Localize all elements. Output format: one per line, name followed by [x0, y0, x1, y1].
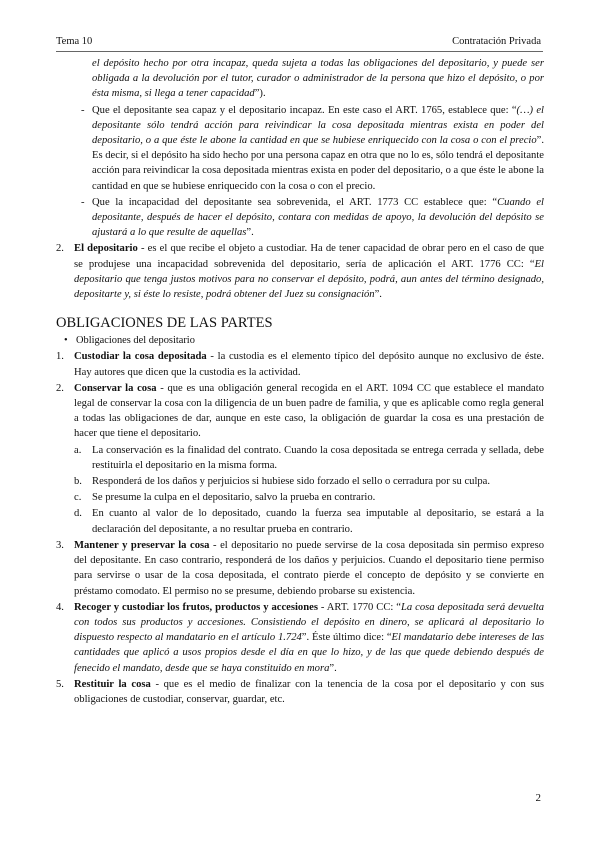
dash-text: Que el depositante sea capaz y el depositario incapaz. En este caso el ART. 1765, establece que: “	[92, 104, 517, 116]
item-quote: La cosa depositada será devuelta con todos sus productos y accesiones. Consistiendo el depósito en dinero, se aplicará al depositario lo dispuesto respecto al mandatario en el artículo 1.724	[74, 601, 545, 644]
page-number: 2	[535, 792, 541, 804]
item-number: 5.	[56, 678, 64, 690]
item-number: 4.	[56, 601, 64, 613]
sub-list-item	[56, 474, 544, 489]
sub-item-text: La conservación es la finalidad del contrato. Cuando la cosa depositada se entrega cerrada y sellada, debe restituirla el depositario en la misma forma.	[92, 444, 544, 471]
header-right: Contratación Privada	[452, 36, 541, 47]
item-text-tail: ”.	[329, 662, 337, 674]
dash-quote: (…) el depositante sólo tendrá acción para reivindicar la cosa depositada mientras exista en poder del depositario, o a que éste le abone la cantidad en que se hubiese enriquecido con la cosa o con el precio	[92, 104, 544, 147]
list-item	[56, 538, 544, 599]
dash-item	[56, 103, 544, 194]
dash-text-tail: ”.	[246, 227, 254, 239]
sub-item-marker: b.	[74, 476, 82, 488]
item-heading: Custodiar la cosa depositada	[74, 351, 207, 363]
item-text: ”. Éste último dice: “	[301, 632, 392, 644]
dash-text: Que la incapacidad del depositante sea sobrevenida, el ART. 1773 CC establece que: “	[92, 196, 498, 208]
item-text: - el depositario no puede servirse de la cosa depositada sin permiso expreso del depositante. En caso contrario, responderá de los daños y perjuicios. Cuando el depositario tiene permiso para servirse o usar de la cosa depositada, el contrato pierde el concepto de depósito y se convierte en préstamo comodato. El permiso no se presume, debiendo probarse su existencia.	[74, 539, 544, 597]
sub-item-text: Responderá de los daños y perjuicios si hubiese sido forzado el sello o cerradura por su culpa.	[92, 476, 491, 488]
sub-list-item	[56, 490, 544, 505]
item-heading: Conservar la cosa	[74, 382, 157, 394]
item-text: - es el que recibe el objeto a custodiar. Ha de tener capacidad de obrar pero en el caso de que se produjese una incapacidad sobrevenida del depositario, sería de aplicación el ART. 1776 CC: “	[74, 243, 544, 270]
item-number: 1.	[56, 351, 64, 363]
sub-list-item	[56, 443, 544, 473]
dash-text-tail: ”. Es decir, si el depósito ha sido hecho por una persona capaz en otra que no lo es, sólo tendrá el depositante acción para reivindicar la cosa depositada mientras exista en poder del depositario, o a que éste le abone la cantidad en que se hubiese enriquecido con la cosa o con el precio.	[92, 135, 544, 192]
document-body	[56, 56, 544, 707]
sub-item-marker: a.	[74, 444, 82, 456]
list-item	[56, 349, 544, 379]
sub-item-text: En cuanto al valor de lo depositado, cuando la fuerza sea imputable al depositario, se estará a la declaración del depositante, a no resultar prueba en contrario.	[92, 508, 544, 535]
dash-marker: -	[81, 104, 85, 116]
item-heading: Mantener y preservar la cosa	[74, 539, 210, 551]
item-heading: Restituir la cosa	[74, 678, 151, 690]
dash-item	[56, 195, 544, 241]
bullet-text: Obligaciones del depositario	[76, 335, 195, 347]
bullet-item	[56, 333, 544, 348]
list-item	[56, 381, 544, 442]
item-text: - la custodia es el elemento típico del depósito aunque no exclusivo de éste. Hay autores que dicen que la custodia es la actividad.	[74, 351, 544, 378]
item-number: 2.	[56, 243, 64, 255]
item-quote: El depositario que tenga justos motivos para no conservar el depósito, podrá, aun antes del término designado, depositarte y, si éste lo resiste, podrá obtener del Juez su consignación	[74, 258, 544, 301]
sub-item-marker: c.	[74, 492, 82, 504]
list-item	[56, 677, 544, 707]
item-text-tail: ”.	[374, 289, 382, 301]
item-heading: El depositario	[74, 243, 138, 255]
item-text: - que es el medio de finalizar con la tenencia de la cosa por el depositario y con sus obligaciones de custodiar, conservar, guardar, etc.	[74, 678, 544, 705]
continuation-tail: ”).	[254, 88, 266, 100]
item-number: 3.	[56, 539, 64, 551]
item-quote: El mandatario debe intereses de las cantidades que aplicó a usos propios desde el día en que lo hizo, y de las que quede debiendo después de fenecido el mandato, desde que se haya constituido en mora	[74, 632, 544, 674]
bullet-marker: •	[64, 335, 68, 347]
list-item-depositario	[56, 241, 544, 302]
header-left: Tema 10	[56, 36, 93, 47]
header-rule	[56, 51, 543, 52]
dash-marker: -	[81, 196, 85, 208]
dash-quote: Cuando el depositante, después de hacer el depósito, contara con medidas de apoyo, la devolución del depósito se ajustará a lo que resulte de aquellas	[92, 196, 544, 239]
item-text: - que es una obligación general recogida en el ART. 1094 CC que establece el mandato legal de conservar la cosa con la diligencia de un buen padre de familia, y que es aplicable como regla general a todas las obligaciones de dar, aunque en este caso, la obligación de guardar la cosa es una prestación de hacer que tiene el depositario.	[74, 382, 544, 440]
section-title: OBLIGACIONES DE LAS PARTES	[56, 315, 273, 332]
continuation-quote: el depósito hecho por otra incapaz, queda sujeta a todas las obligaciones del depositario, y puede ser obligada a la devolución por el tutor, curador o administrador de la persona que hizo el depósito, o por ésta misma, si llega a tener capacidad	[92, 58, 544, 100]
sub-item-text: Se presume la culpa en el depositario, salvo la prueba en contrario.	[92, 492, 376, 504]
sub-list-item	[56, 506, 544, 536]
continuation-paragraph	[56, 56, 544, 102]
sub-item-marker: d.	[74, 508, 82, 520]
item-number: 2.	[56, 382, 64, 394]
list-item	[56, 600, 544, 676]
item-text: - ART. 1770 CC: “	[317, 601, 401, 613]
item-heading: Recoger y custodiar los frutos, productos y accesiones	[74, 601, 318, 613]
